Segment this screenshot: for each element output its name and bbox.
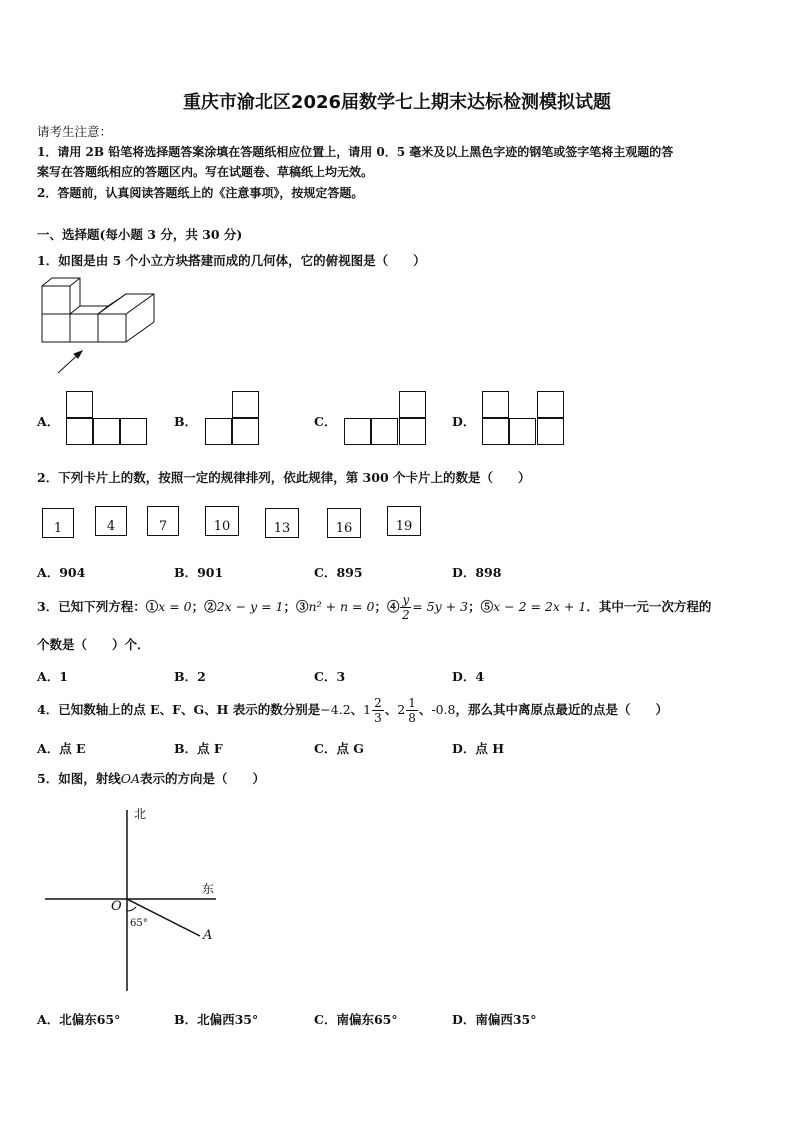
number-card: 1 — [42, 508, 74, 538]
q3-eq1: x = 0 — [158, 599, 192, 614]
cube-solid-figure — [38, 278, 158, 378]
q5-option-d[interactable]: D．南偏西35° — [452, 1012, 537, 1027]
question-2-stem: 2．下列卡片上的数，按照一定的规律排列，依此规律，第 300 个卡片上的数是（ ） — [37, 470, 531, 485]
q1-option-b-label[interactable]: B． — [174, 414, 198, 429]
q4-f-num: 2 — [374, 696, 382, 710]
q3-eq4-den: 2 — [402, 608, 410, 622]
q5-option-b[interactable]: B．北偏西35° — [174, 1012, 259, 1027]
question-3-line-2: 个数是（ ）个． — [37, 637, 150, 652]
question-5-stem — [37, 769, 265, 787]
north-label: 北 — [134, 807, 147, 821]
q2-option-a[interactable]: A．904 — [37, 565, 86, 580]
number-card: 13 — [265, 508, 299, 538]
q4-sep-1: 、 — [350, 702, 364, 717]
q2-option-c[interactable]: C．895 — [314, 565, 363, 580]
q5-stem-var: OA — [120, 771, 140, 786]
q4-g-den: 8 — [408, 711, 416, 725]
q4-suffix: ，那么其中离原点最近的点是（ ） — [455, 702, 669, 717]
number-card: 10 — [205, 506, 239, 536]
q4-sep-3: 、 — [418, 702, 432, 717]
q5-stem-pre: 5．如图，射线 — [37, 771, 121, 786]
q4-f-den: 3 — [374, 711, 382, 725]
q4-value-e: −4.2 — [320, 702, 351, 717]
q3-option-a[interactable]: A．1 — [37, 669, 68, 684]
q1-option-a-label[interactable]: A． — [37, 414, 60, 429]
q2-option-d[interactable]: D．898 — [452, 565, 502, 580]
notice-line-1a: 1．请用 2B 铅笔将选择题答案涂填在答题纸相应位置上，请用 0．5 毫米及以上黑色字迹的钢笔或签字笔将主观题的答 — [37, 145, 674, 159]
direction-diagram — [40, 805, 240, 995]
q3-option-b[interactable]: B．2 — [174, 669, 206, 684]
q3-eq5: x − 2 = 2x + 1 — [493, 599, 587, 614]
q3-eq2: 2x − y = 1 — [216, 599, 284, 614]
q4-value-f-fraction — [372, 697, 384, 724]
question-4-stem — [37, 692, 668, 728]
q4-sep-2: 、 — [384, 702, 398, 717]
q3-sep1: ；② — [191, 599, 217, 614]
q3-option-c[interactable]: C．3 — [314, 669, 346, 684]
number-card: 7 — [147, 506, 179, 536]
q4-value-f-whole: 1 — [363, 702, 372, 717]
q3-sep2: ；③ — [283, 599, 309, 614]
q4-value-g-fraction — [406, 697, 418, 724]
q3-eq3: n² + n = 0 — [308, 599, 375, 614]
q4-g-num: 1 — [408, 696, 416, 710]
q4-prefix: 4．已知数轴上的点 E、F、G、H 表示的数分别是 — [37, 702, 321, 717]
q4-value-h: -0.8 — [431, 702, 456, 717]
number-card: 4 — [95, 506, 127, 536]
q1-option-c-label[interactable]: C． — [314, 414, 337, 429]
q2-option-b[interactable]: B．901 — [174, 565, 224, 580]
q5-option-c[interactable]: C．南偏东65° — [314, 1012, 398, 1027]
angle-label: 65° — [130, 918, 148, 929]
q3-suffix: ．其中一元一次方程的 — [586, 599, 712, 614]
q3-eq4-num: y — [402, 593, 410, 607]
q3-option-d[interactable]: D．4 — [452, 669, 485, 684]
q3-eq4-rest: = 5y + 3 — [412, 599, 469, 614]
notice-line-1b: 案写在答题纸相应的答题区内。写在试题卷、草稿纸上均无效。 — [37, 165, 374, 179]
section-heading: 一、选择题(每小题 3 分，共 30 分) — [37, 227, 243, 242]
question-3-stem — [37, 592, 711, 622]
number-card: 16 — [327, 508, 361, 538]
q3-sep3: ；④ — [374, 599, 400, 614]
origin-label: O — [111, 899, 122, 914]
q3-prefix: 3．已知下列方程：① — [37, 599, 159, 614]
q5-stem-post: 表示的方向是（ ） — [139, 771, 265, 786]
q4-option-a[interactable]: A．点 E — [37, 741, 86, 756]
notice-line-2: 2．答题前，认真阅读答题纸上的《注意事项》，按规定答题。 — [37, 186, 364, 200]
number-card: 19 — [387, 506, 421, 536]
q3-sep4: ；⑤ — [468, 599, 494, 614]
q1-option-d-label[interactable]: D． — [452, 414, 476, 429]
page-title: 重庆市渝北区2026届数学七上期末达标检测模拟试题 — [182, 92, 612, 113]
notice-heading: 请考生注意： — [37, 124, 113, 139]
ray-end-label: A — [203, 928, 213, 943]
q3-eq4-fraction — [400, 594, 411, 621]
q4-option-d[interactable]: D．点 H — [452, 741, 505, 756]
q4-value-g-whole: 2 — [397, 702, 406, 717]
east-label: 东 — [202, 882, 215, 896]
q4-option-b[interactable]: B．点 F — [174, 741, 223, 756]
q4-option-c[interactable]: C．点 G — [314, 741, 364, 756]
question-1-stem: 1．如图是由 5 个小立方块搭建而成的几何体，它的俯视图是（ ） — [37, 253, 426, 268]
q5-option-a[interactable]: A．北偏东65° — [37, 1012, 121, 1027]
